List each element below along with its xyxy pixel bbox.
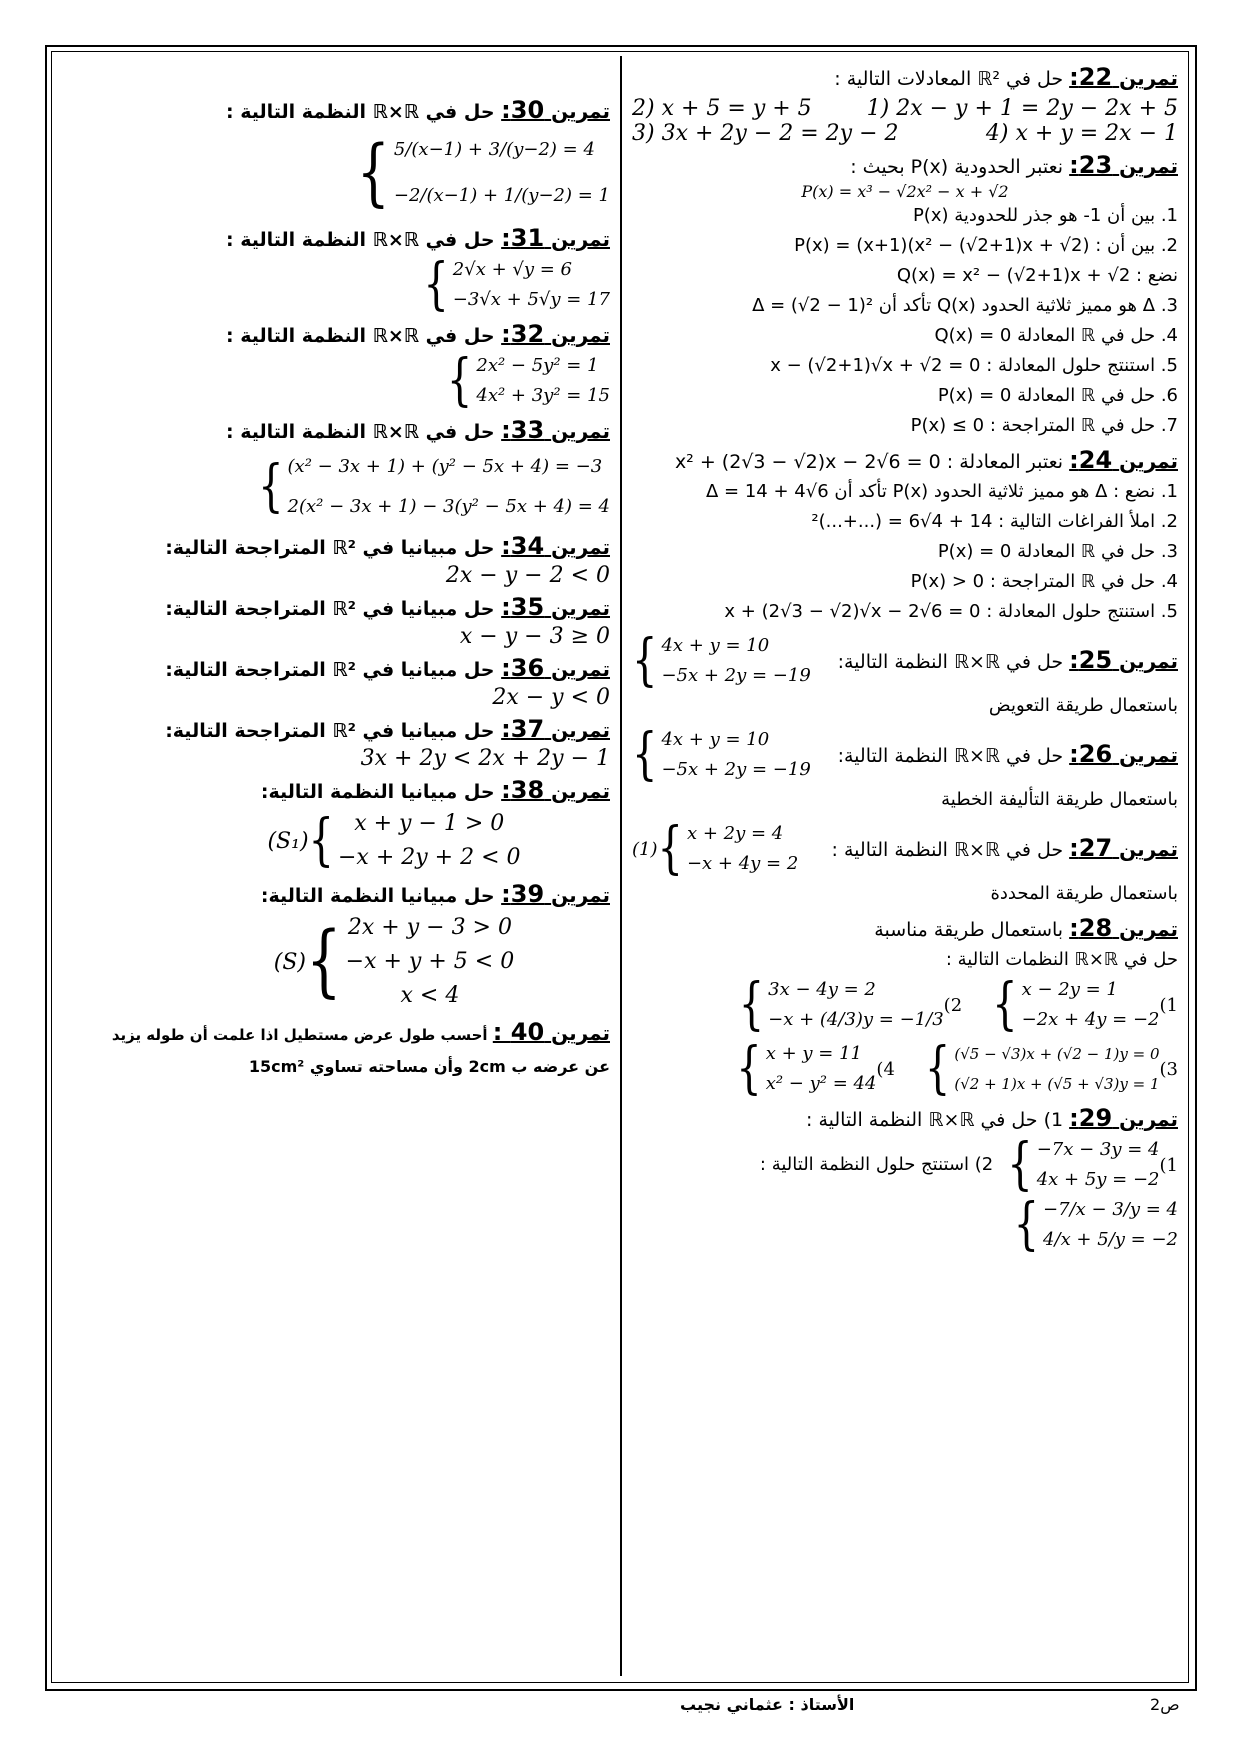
exercise-36 xyxy=(58,653,610,710)
list-item: 1. نضع : Δ هو مميز ثلاثية الحدود P(x) تأكد أن Δ = 14 + 4√6 xyxy=(706,481,1178,502)
exercise-text: باستعمال طريقة مناسبة xyxy=(874,919,1064,941)
system-row: 4/x + 5/y = −2 xyxy=(1043,1229,1178,1250)
system-row: −x + y + 5 < 0 xyxy=(345,949,515,974)
exercise-text: حل مبيانيا النظمة التالية: xyxy=(260,885,495,907)
exercise-24 xyxy=(632,445,1178,627)
exercise-text: حل في ℝ×ℝ النظمة التالية: xyxy=(837,745,1064,767)
exercise-label: تمرين 35: xyxy=(501,593,610,621)
list-item: 6. حل في ℝ المعادلة P(x) = 0 xyxy=(937,385,1178,406)
equation: 2) x + 5 = y + 5 xyxy=(632,96,812,121)
exercise-text: حل في ℝ×ℝ النظمة التالية : xyxy=(831,839,1064,861)
list-item: 3. Δ هو مميز ثلاثية الحدود Q(x) تأكد أن Δ = (√2 − 1)² xyxy=(752,295,1178,316)
exercise-label: تمرين 23: xyxy=(1069,151,1178,179)
exercise-label: تمرين 22: xyxy=(1069,63,1178,91)
exercise-label: تمرين 33: xyxy=(501,416,610,444)
system-row: x < 4 xyxy=(400,983,460,1008)
system-row: −3√x + 5√y = 17 xyxy=(452,289,610,310)
right-column xyxy=(632,62,1178,1259)
exercise-28 xyxy=(632,913,1178,1102)
exercise-38 xyxy=(58,775,610,875)
exercise-label: تمرين 26: xyxy=(1069,740,1178,768)
exercise-label: تمرين 40 : xyxy=(492,1018,610,1046)
system-row: x − 2y = 1 xyxy=(1021,979,1118,1000)
system-name: (S₁) xyxy=(267,828,309,854)
method-note: باستعمال طريقة التعويض xyxy=(988,695,1178,716)
system-row: 4x² + 3y² = 15 xyxy=(476,385,610,406)
equation-system: (1) { x + 2y = 4 −x + 4y = 2 xyxy=(632,816,799,882)
equation-system: { (x² − 3x + 1) + (y² − 5x + 4) = −3 2(x² − 3x + 1) − 3(y² − 5x + 4) = 4 xyxy=(258,447,610,527)
system-tag: (4 xyxy=(876,1058,895,1080)
system-row: −x + 2y + 2 < 0 xyxy=(337,845,521,870)
exercise-32 xyxy=(58,319,610,414)
system-row: −2/(x−1) + 1/(y−2) = 1 xyxy=(393,185,610,206)
exercise-23 xyxy=(632,150,1178,441)
equation-system: { 4x + y = 10 −5x + 2y = −19 xyxy=(632,722,811,788)
exercise-25 xyxy=(632,628,1178,721)
list-item: نضع : Q(x) = x² − (√2+1)x + √2 xyxy=(896,265,1178,286)
system-row: x + y − 1 > 0 xyxy=(354,811,505,836)
exercise-label: تمرين 39: xyxy=(501,880,610,908)
list-item: 5. استنتج حلول المعادلة : x + (2√3 − √2)√x − 2√6 = 0 xyxy=(724,601,1178,622)
system-row: (√5 − √3)x + (√2 − 1)y = 0 xyxy=(954,1045,1160,1063)
exercise-39 xyxy=(58,879,610,1013)
system-row: 2(x² − 3x + 1) − 3(y² − 5x + 4) = 4 xyxy=(287,496,610,517)
exercise-label: تمرين 30: xyxy=(501,96,610,124)
list-item: 7. حل في ℝ المتراجحة : P(x) ≤ 0 xyxy=(910,415,1178,436)
exercise-label: تمرين 38: xyxy=(501,776,610,804)
inequality: 2x − y − 2 < 0 xyxy=(445,563,610,588)
system-tag: (1 xyxy=(1159,1154,1178,1176)
list-item: 3. حل في ℝ المعادلة P(x) = 0 xyxy=(937,541,1178,562)
exercise-subtext: 2) استنتج حلول النظمة التالية : xyxy=(759,1154,994,1175)
list-item: 4. حل في ℝ المعادلة Q(x) = 0 xyxy=(934,325,1178,346)
method-note: باستعمال طريقة المحددة xyxy=(990,883,1178,904)
exercise-label: تمرين 29: xyxy=(1069,1104,1178,1132)
exercise-text: نعتبر المعادلة : x² + (2√3 − √2)x − 2√6 = 0 xyxy=(674,451,1064,473)
system-row: −7x − 3y = 4 xyxy=(1036,1139,1160,1160)
exercise-text: حل في ℝ×ℝ النظمة التالية: xyxy=(837,651,1064,673)
exercise-text: حل مبيانيا في ℝ² المتراجحة التالية: xyxy=(165,598,495,620)
exercise-text: حل في ℝ×ℝ النظمة التالية : xyxy=(226,101,495,123)
exercise-subtext: حل في ℝ×ℝ النظمات التالية : xyxy=(945,949,1178,970)
system-row: −5x + 2y = −19 xyxy=(661,759,811,780)
list-item: 2. بين أن : P(x) = (x+1)(x² − (√2+1)x + √2) xyxy=(794,235,1178,256)
left-column xyxy=(58,95,610,1088)
system-tag: (1 xyxy=(1159,994,1178,1016)
system-row: x + 2y = 4 xyxy=(686,823,784,844)
exercise-31 xyxy=(58,223,610,318)
system-row: (x² − 3x + 1) + (y² − 5x + 4) = −3 xyxy=(287,456,603,477)
exercise-label: تمرين 37: xyxy=(501,715,610,743)
exercise-text: حل مبيانيا النظمة التالية: xyxy=(260,781,495,803)
exercise-label: تمرين 25: xyxy=(1069,646,1178,674)
exercise-label: تمرين 34: xyxy=(501,532,610,560)
system-row: −7/x − 3/y = 4 xyxy=(1043,1199,1178,1220)
inequality: 2x − y < 0 xyxy=(492,685,610,710)
method-note: باستعمال طريقة التأليفة الخطية xyxy=(941,789,1178,810)
list-item: 5. استنتج حلول المعادلة : x − (√2+1)√x + √2 = 0 xyxy=(770,355,1178,376)
equation-system-1: { −7x − 3y = 4 4x + 5y = −2 (1 xyxy=(1007,1132,1178,1198)
exercise-40 xyxy=(58,1017,610,1084)
exercise-label: تمرين 28: xyxy=(1069,914,1178,942)
equation-system-2: { −7/x − 3/y = 4 4/x + 5/y = −2 xyxy=(1013,1192,1178,1258)
exercise-text: حل في ℝ×ℝ النظمة التالية : xyxy=(226,421,495,443)
system-row: 2x² − 5y² = 1 xyxy=(476,355,599,376)
equation-system: (S₁) { x + y − 1 > 0 −x + 2y + 2 < 0 xyxy=(267,808,521,874)
system-row: −2x + 4y = −2 xyxy=(1021,1009,1160,1030)
exercise-34 xyxy=(58,531,610,588)
equation-system: { 2x² − 5y² = 1 4x² + 3y² = 15 xyxy=(446,348,610,414)
exercise-33 xyxy=(58,415,610,527)
system-tag: (3 xyxy=(1159,1058,1178,1080)
equation: 1) 2x − y + 1 = 2y − 2x + 5 xyxy=(866,96,1178,121)
inequality: x − y − 3 ≥ 0 xyxy=(459,624,610,649)
inequality: 3x + 2y < 2x + 2y − 1 xyxy=(360,746,610,771)
equation-system-1: { x − 2y = 1 −2x + 4y = −2 (1 xyxy=(992,972,1178,1038)
exercise-label: تمرين 31: xyxy=(501,224,610,252)
equation-system-4: { x + y = 11 x² − y² = 44 (4 xyxy=(736,1036,895,1102)
system-row: 4x + y = 10 xyxy=(661,729,770,750)
exercise-label: تمرين 32: xyxy=(501,320,610,348)
system-tag: (2 xyxy=(943,994,963,1016)
equation-system-2: { 3x − 4y = 2 −x + (4/3)y = −1/3 (2 xyxy=(738,972,963,1038)
column-divider xyxy=(620,56,622,1676)
system-row: 5/(x−1) + 3/(y−2) = 4 xyxy=(393,139,595,160)
exercise-text: 1) حل في ℝ×ℝ النظمة التالية : xyxy=(806,1109,1064,1131)
equation-system: { 4x + y = 10 −5x + 2y = −19 xyxy=(632,628,811,694)
system-row: x + y = 11 xyxy=(765,1043,862,1064)
exercise-29 xyxy=(632,1103,1178,1258)
system-row: −5x + 2y = −19 xyxy=(661,665,811,686)
teacher-name: الأستاذ : عثماني نجيب xyxy=(680,1695,855,1714)
equation-system-3: { (√5 − √3)x + (√2 − 1)y = 0 (√2 + 1)x + (√5 + √3)y = 1 (3 xyxy=(924,1036,1178,1102)
equation-system: (S) { 2x + y − 3 > 0 −x + y + 5 < 0 x < 4 xyxy=(274,911,514,1013)
exercise-22 xyxy=(632,62,1178,146)
exercise-27 xyxy=(632,816,1178,909)
exercise-text: نعتبر الحدودية P(x) بحيث : xyxy=(850,156,1064,178)
exercise-text: حل في ℝ×ℝ النظمة التالية : xyxy=(226,229,495,251)
exercise-label: تمرين 27: xyxy=(1069,834,1178,862)
system-row: 3x − 4y = 2 xyxy=(768,979,876,1000)
system-row: −x + 4y = 2 xyxy=(686,853,799,874)
exercise-label: تمرين 24: xyxy=(1069,446,1178,474)
exercise-37 xyxy=(58,714,610,771)
list-item: 4. حل في ℝ المتراجحة : P(x) > 0 xyxy=(910,571,1178,592)
system-row: 2√x + √y = 6 xyxy=(452,259,573,280)
system-row: 4x + 5y = −2 xyxy=(1036,1169,1160,1190)
exercise-text: حل في ℝ×ℝ النظمة التالية : xyxy=(226,325,495,347)
system-row: (√2 + 1)x + (√5 + √3)y = 1 xyxy=(954,1075,1160,1093)
exercise-text: حل مبيانيا في ℝ² المتراجحة التالية: xyxy=(165,659,495,681)
system-tag: (1) xyxy=(632,838,658,860)
equation: 3) 3x + 2y − 2 = 2y − 2 xyxy=(632,121,899,146)
system-row: 2x + y − 3 > 0 xyxy=(347,915,512,940)
system-row: 4x + y = 10 xyxy=(661,635,770,656)
polynomial-definition: P(x) = x³ − √2x² − x + √2 xyxy=(801,182,1009,201)
exercise-text-continued: عن عرضه ب 2cm وأن مساحته تساوي 15cm² xyxy=(248,1057,610,1076)
exercise-text: حل في ℝ² المعادلات التالية : xyxy=(834,68,1064,90)
exercise-26 xyxy=(632,722,1178,815)
exercise-text: حل مبيانيا في ℝ² المتراجحة التالية: xyxy=(165,720,495,742)
exercise-label: تمرين 36: xyxy=(501,654,610,682)
system-name: (S) xyxy=(273,949,307,975)
system-row: −x + (4/3)y = −1/3 xyxy=(768,1009,944,1030)
exercise-text: حل مبيانيا في ℝ² المتراجحة التالية: xyxy=(165,537,495,559)
exercise-text: أحسب طول عرض مستطيل اذا علمت أن طوله يزيد xyxy=(111,1026,488,1044)
system-row: x² − y² = 44 xyxy=(765,1073,877,1094)
list-item: 2. املأ الفراغات التالية : 14 + 4√6 = (...+...)² xyxy=(811,511,1178,532)
exercise-30 xyxy=(58,95,610,219)
list-item: 1. بين أن 1- هو جذر للحدودية P(x) xyxy=(912,205,1178,226)
equation: 4) x + y = 2x − 1 xyxy=(985,121,1178,146)
exercise-35 xyxy=(58,592,610,649)
page-number: ص2 xyxy=(1150,1695,1180,1714)
equation-system: { 5/(x−1) + 3/(y−2) = 4 −2/(x−1) + 1/(y−2) = 1 xyxy=(357,127,610,219)
equation-system: { 2√x + √y = 6 −3√x + 5√y = 17 xyxy=(423,252,610,318)
